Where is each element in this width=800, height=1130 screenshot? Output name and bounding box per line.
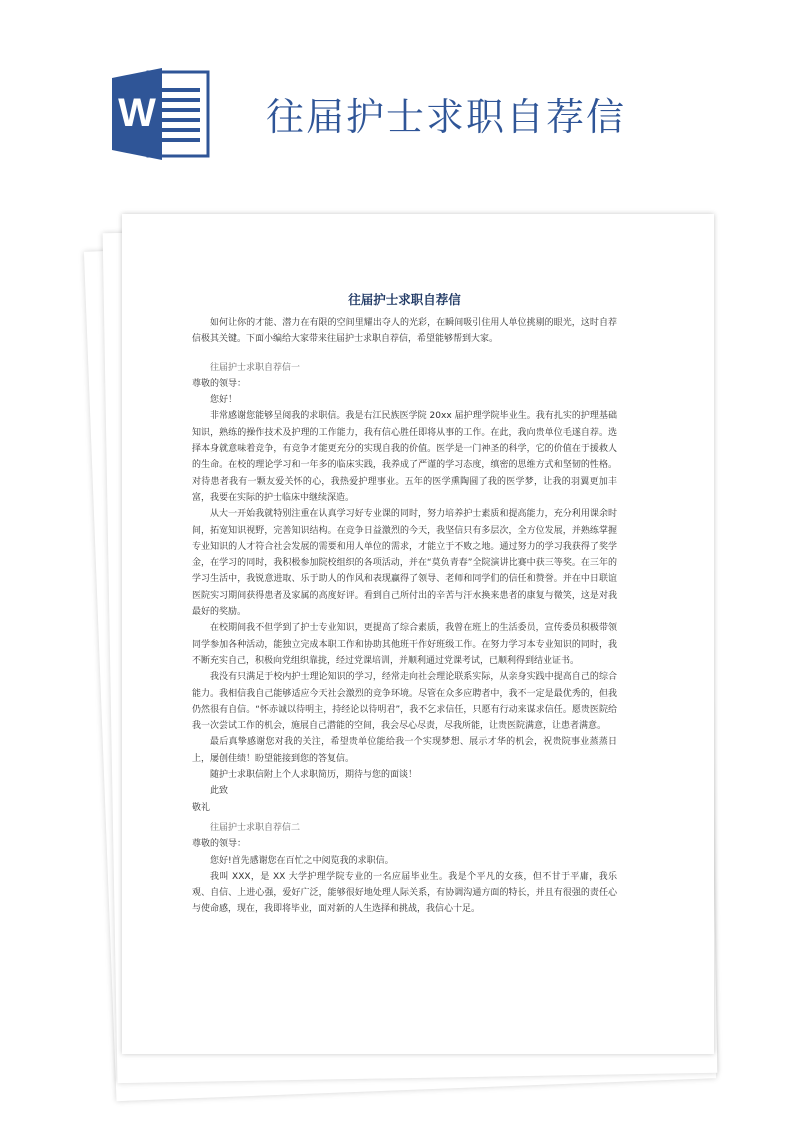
banner-title: 往届护士求职自荐信 [266,95,627,139]
letter1-salutation: 尊敬的领导： [192,378,247,389]
word-document-icon [110,66,214,162]
letter1-paragraph: 在校期间我不但学到了护士专业知识，更提高了综合素质，我曾在班上的生活委员，宣传委员积极带领同学参加各种活动，能独立完成本职工作和协助其他班干作好班级工作。在努力学习本专业知识的同时，我不断充实自己，积极向党组织靠拢，经过党课培训，并顺利通过党课考试，已顺利得到结业证书。 [192,623,617,666]
letter1-paragraph: 最后真挚感谢您对我的关注，希望贵单位能给我一个实现梦想、展示才华的机会，祝贵院事业蒸蒸日上，屡创佳绩！盼望能接到您的答复信。 [192,737,617,764]
letter1-heading: 往届护士求职自荐信一 [210,362,301,373]
letter2-heading: 往届护士求职自荐信二 [210,822,301,833]
letter1-paragraph: 我没有只满足于校内护士理论知识的学习，经常走向社会理论联系实际，从亲身实践中提高自己的综合能力。我相信我自己能够适应今天社会激烈的竞争环境。尽管在众多应聘者中，我不一定是最优秀的，但我仍然很有自信。“怀赤诚以待明主，持经论以待明君”，我不乞求信任，只愿有行动来谋求信任。愿贵医院给我一次尝试工作的机会，施展自己潜能的空间，我会尽心尽责，尽我所能，让贵医院满意，让患者满意。 [192,672,617,732]
letter1-closing: 此致 [210,786,229,797]
document-title: 往届护士求职自荐信 [348,292,461,307]
letter2-paragraph: 您好!首先感谢您在百忙之中阅览我的求职信。 [210,855,394,866]
letter1-paragraph: 随护士求职信附上个人求职简历，期待与您的面谈！ [210,770,418,781]
letter1-paragraph: 从大一开始我就特别注重在认真学习好专业课的同时，努力培养护士素质和提高能力，充分利用课余时间，拓宽知识视野，完善知识结构。在竞争日益激烈的今天，我坚信只有多层次，全方位发展，并熟练掌握专业知识的人才符合社会发展的需要和用人单位的需求，才能立于不败之地。通过努力的学习我获得了奖学金，在学习的同时，我积极参加院校组织的各项活动，并在“莫负青春”全院演讲比赛中获三等奖。在三年的学习生活中，我锐意进取、乐于助人的作风和表现赢得了领导、老师和同学们的信任和赞誉。并在中日联谊医院实习期间获得患者及家属的高度好评。看到自己所付出的辛苦与汗水换来患者的康复与微笑，这是对我最好的奖励。 [192,509,617,618]
letter2-salutation: 尊敬的领导： [192,839,247,850]
letter1-greeting: 您好！ [210,395,238,406]
intro-paragraph: 如何让你的才能、潜力在有限的空间里耀出夺人的光彩，在瞬间吸引住用人单位挑剔的眼光，这时自荐信极其关键。下面小编给大家带来往届护士求职自荐信，希望能够帮到大家。 [192,318,617,345]
letter2-paragraph: 我叫 XXX，是 XX 大学护理学院专业的一名应届毕业生。我是个平凡的女孩，但不甘于平庸，我乐观、自信、上进心强，爱好广泛，能够很好地处理人际关系，有协调沟通方面的特长，并且有很强的责任心与使命感，现在，我即将毕业，面对新的人生选择和挑战，我信心十足。 [192,871,617,915]
letter1-paragraph: 非常感谢您能够呈阅我的求职信。我是右江民族医学院 20xx 届护理学院毕业生。我有扎实的护理基础知识，熟练的操作技术及护理的工作能力，我有信心胜任即将从事的工作。在此，我向贵单位毛遂自荐。选择本身就意味着竞争，有竞争才能更充分的实现自我的价值。医学是一门神圣的科学，它的价值在于援救人的生命。在校的理论学习和一年多的临床实践，我养成了严谨的学习态度，缜密的思维方式和坚韧的性格。对待患者我有一颗友爱关怀的心，我热爱护理事业。五年的医学熏陶圆了我的医学梦，让我的羽翼更加丰富，我要在实际的护士临床中继续深造。 [192,411,617,503]
letter1-closing: 敬礼 [192,802,211,813]
word-icon-letter: W [118,91,156,135]
document-body [192,290,617,918]
